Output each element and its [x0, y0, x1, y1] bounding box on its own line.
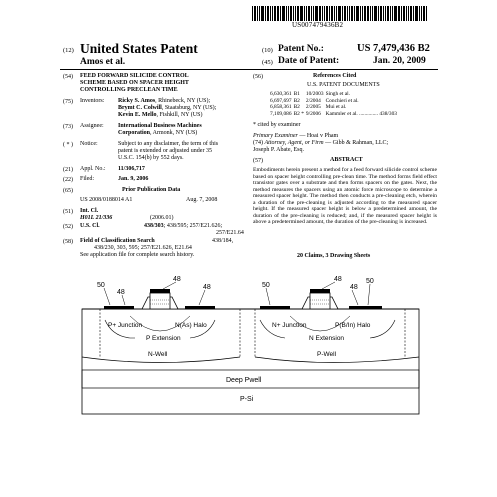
invention-title-line: CONTROLLING PRECLEAN TIME [80, 87, 178, 93]
attorney-label: Attorney, Agent, or Firm [264, 140, 324, 146]
attorney-line2: Joseph P. Abate, Esq. [253, 147, 304, 153]
ref-name: Mui et al. [325, 104, 347, 111]
field-search-line1: 438/184, [212, 238, 234, 244]
code-65: (65) [63, 188, 73, 194]
leader-48a [122, 295, 125, 305]
int-cl-label: Int. Cl. [80, 208, 99, 214]
label-p-extension: P Extension [146, 335, 181, 342]
code-45: (45) [262, 59, 273, 66]
int-cl-code: H01L 21/336 [80, 215, 113, 221]
ref-date: 2/2004 [305, 97, 321, 104]
prior-pub-date: Aug. 7, 2008 [186, 197, 218, 203]
inventor-location: , Rhinebeck, NY (US); [155, 98, 211, 104]
leader-48top-r [322, 282, 335, 289]
silicide-left-1 [104, 306, 134, 309]
ref-number: 7,109,086 [270, 110, 292, 117]
prior-pub-number: US 2008/0188014 A1 [80, 197, 133, 203]
notice-label: Notice: [80, 141, 98, 147]
inventor-short: Amos et al. [80, 57, 126, 67]
label-48top-r: 48 [334, 276, 342, 283]
date-label: Date of Patent: [278, 56, 340, 66]
code-51: (51) [63, 209, 73, 215]
references-title: References Cited [313, 73, 357, 79]
barcode-doc-number: US007479436B2 [292, 21, 344, 29]
ref-number: 6,630,361 [270, 91, 292, 97]
inventor-location: , Staatsburg, NY (US); [161, 105, 217, 111]
field-search-note: See application file for complete search history. [80, 252, 195, 258]
assignee-name: Corporation [118, 130, 150, 136]
ref-date: 10/2003 [305, 91, 324, 97]
inventor-name: Ricky S. Amos [118, 98, 156, 104]
appl-number: 11/306,717 [118, 166, 145, 172]
attorney-name: Gibb & Rahman, LLC; [332, 140, 389, 146]
patent-number-label: Patent No.: [278, 44, 324, 54]
assignee-label: Assignee: [80, 123, 104, 129]
code-12: (12) [63, 47, 74, 54]
ref-name: Conchieri et al. [325, 97, 359, 104]
gate-silicide-left [150, 289, 170, 293]
code-52: (52) [63, 224, 73, 230]
filed-date: Jan. 9, 2006 [118, 176, 149, 182]
abstract-title: ABSTRACT [330, 157, 363, 163]
inventor-name: Kevin E. Mello [118, 112, 157, 118]
ref-date: 9/2006 [305, 110, 321, 117]
code-74: (74) [253, 140, 263, 146]
silicide-left-2 [185, 306, 215, 309]
leader-48c [352, 290, 358, 305]
field-search-line2: 438/230, 303, 595; 257/E21.626, E21.64 [94, 245, 192, 251]
inventor-location: , Fishkill, NY (US) [156, 112, 203, 118]
ref-kind: B1 [293, 91, 300, 97]
ref-number: 6,697,697 [270, 97, 292, 104]
assignee-name: International Business Machines [118, 123, 202, 129]
label-n-well: N-Well [148, 351, 168, 358]
us-cl-rest: ; 438/595; 257/E21.626; [163, 223, 223, 229]
ref-name: Singh et al. [325, 91, 350, 97]
code-73: (73) [63, 124, 73, 130]
attorney-line: (74) Attorney, Agent, or Firm — Gibb & Rahman, LLC; [253, 140, 389, 146]
label-48a: 48 [117, 289, 125, 296]
code-21: (21) [63, 167, 73, 173]
code-75: (75) [63, 99, 73, 105]
ref-date: 2/2005 [305, 104, 321, 111]
int-cl-date: (2006.01) [150, 215, 174, 221]
prior-pub-label: Prior Publication Data [122, 187, 181, 193]
label-pbin-halo: P(B/In) Halo [335, 322, 371, 329]
claims-line: 20 Claims, 3 Drawing Sheets [297, 253, 371, 259]
code-56: (56) [253, 74, 263, 80]
label-50b: 50 [262, 282, 270, 289]
label-50a: 50 [97, 282, 105, 289]
code-star: ( * ) [63, 142, 73, 148]
examiner-name: Hoai v Pham [306, 133, 339, 139]
ref-kind: B2 * [293, 110, 304, 117]
label-48c: 48 [350, 284, 358, 291]
label-p-si: P-Si [240, 396, 254, 403]
label-48b: 48 [203, 284, 211, 291]
primary-examiner: Primary Examiner — Hoai v Pham [253, 133, 339, 139]
inventors-label: Inventors: [80, 98, 105, 104]
label-50c: 50 [366, 278, 374, 285]
code-22: (22) [63, 177, 73, 183]
ref-kind: B2 [293, 104, 300, 111]
notice-line: patent is extended or adjusted under 35 [118, 148, 212, 154]
assignee-location: , Armonk, NY (US) [150, 130, 198, 136]
us-cl-primary: 438/303 [144, 223, 164, 229]
invention-title-line: FEED FORWARD SILICIDE CONTROL [80, 73, 189, 79]
inventor-name: Brymt C. Colwill [118, 105, 162, 111]
label-n-extension: N Extension [309, 335, 345, 342]
patent-number: US 7,479,436 B2 [357, 43, 430, 54]
us-cl-label: U.S. Cl. [80, 223, 100, 229]
invention-title-line: SCHEME BASED ON SPACER HEIGHT [80, 80, 189, 86]
silicide-right-1 [260, 306, 290, 309]
field-search-label: Field of Classification Search [80, 238, 155, 244]
label-p-junction: P+ Junction [108, 322, 143, 329]
label-48top-l: 48 [173, 276, 181, 283]
label-p-well: P-Well [317, 351, 337, 358]
label-n-junction: N+ Junction [272, 322, 307, 329]
us-docs-title: U.S. PATENT DOCUMENTS [307, 82, 380, 88]
leader-50b [266, 288, 270, 305]
filed-label: Filed: [80, 176, 95, 182]
patent-type-title: United States Patent [80, 41, 198, 56]
code-58: (58) [63, 239, 73, 245]
cited-by-examiner: * cited by examiner [253, 122, 301, 128]
us-cl-line2: 257/E21.64 [216, 230, 244, 236]
ref-number: 6,858,361 [270, 104, 292, 111]
code-54: (54) [63, 74, 73, 80]
ref-kind: B2 [293, 97, 300, 104]
gate-left [150, 293, 170, 309]
ref-name: Kammler et al. .............. 438/303 [325, 110, 397, 117]
appl-label: Appl. No.: [80, 166, 106, 172]
leader-48top-l [163, 282, 176, 289]
examiner-label: Primary Examiner [253, 133, 298, 139]
notice-line: Subject to any disclaimer, the term of this [118, 141, 219, 147]
notice-line: U.S.C. 154(b) by 552 days. [118, 155, 184, 161]
gate-right [310, 293, 330, 309]
code-10: (10) [262, 47, 273, 54]
leader-50a [104, 288, 110, 305]
patent-date: Jan. 20, 2009 [373, 56, 426, 66]
gate-silicide-right [310, 289, 330, 293]
leader-50c [368, 284, 370, 305]
abstract-text: Embodiments herein present a method for a feed forward silicide control scheme based on spacer height controlling pre-clean time. The method forms field effect transistor gates over a substrate and then forms spacers on the gates. Next, the method measures the spacers using an atomic force microscope to determine a measured spacer height. The method then conducts a pre-cleaning etch, wherein a duration of the pre-cleaning is adjusted according to the measured spacer height. If the measured spacer height is below a predetermined amount, the duration of the pre-cleaning is reduced; and, if the measured spacer height is above a predetermined amount, the duration of the pre-cleaning is increased. [253, 167, 437, 226]
silicide-right-2 [349, 306, 382, 309]
label-nas-halo: N(As) Halo [175, 322, 207, 329]
label-deep-pwell: Deep Pwell [226, 377, 262, 384]
code-57: (57) [253, 158, 263, 164]
leader-48b [199, 290, 205, 305]
